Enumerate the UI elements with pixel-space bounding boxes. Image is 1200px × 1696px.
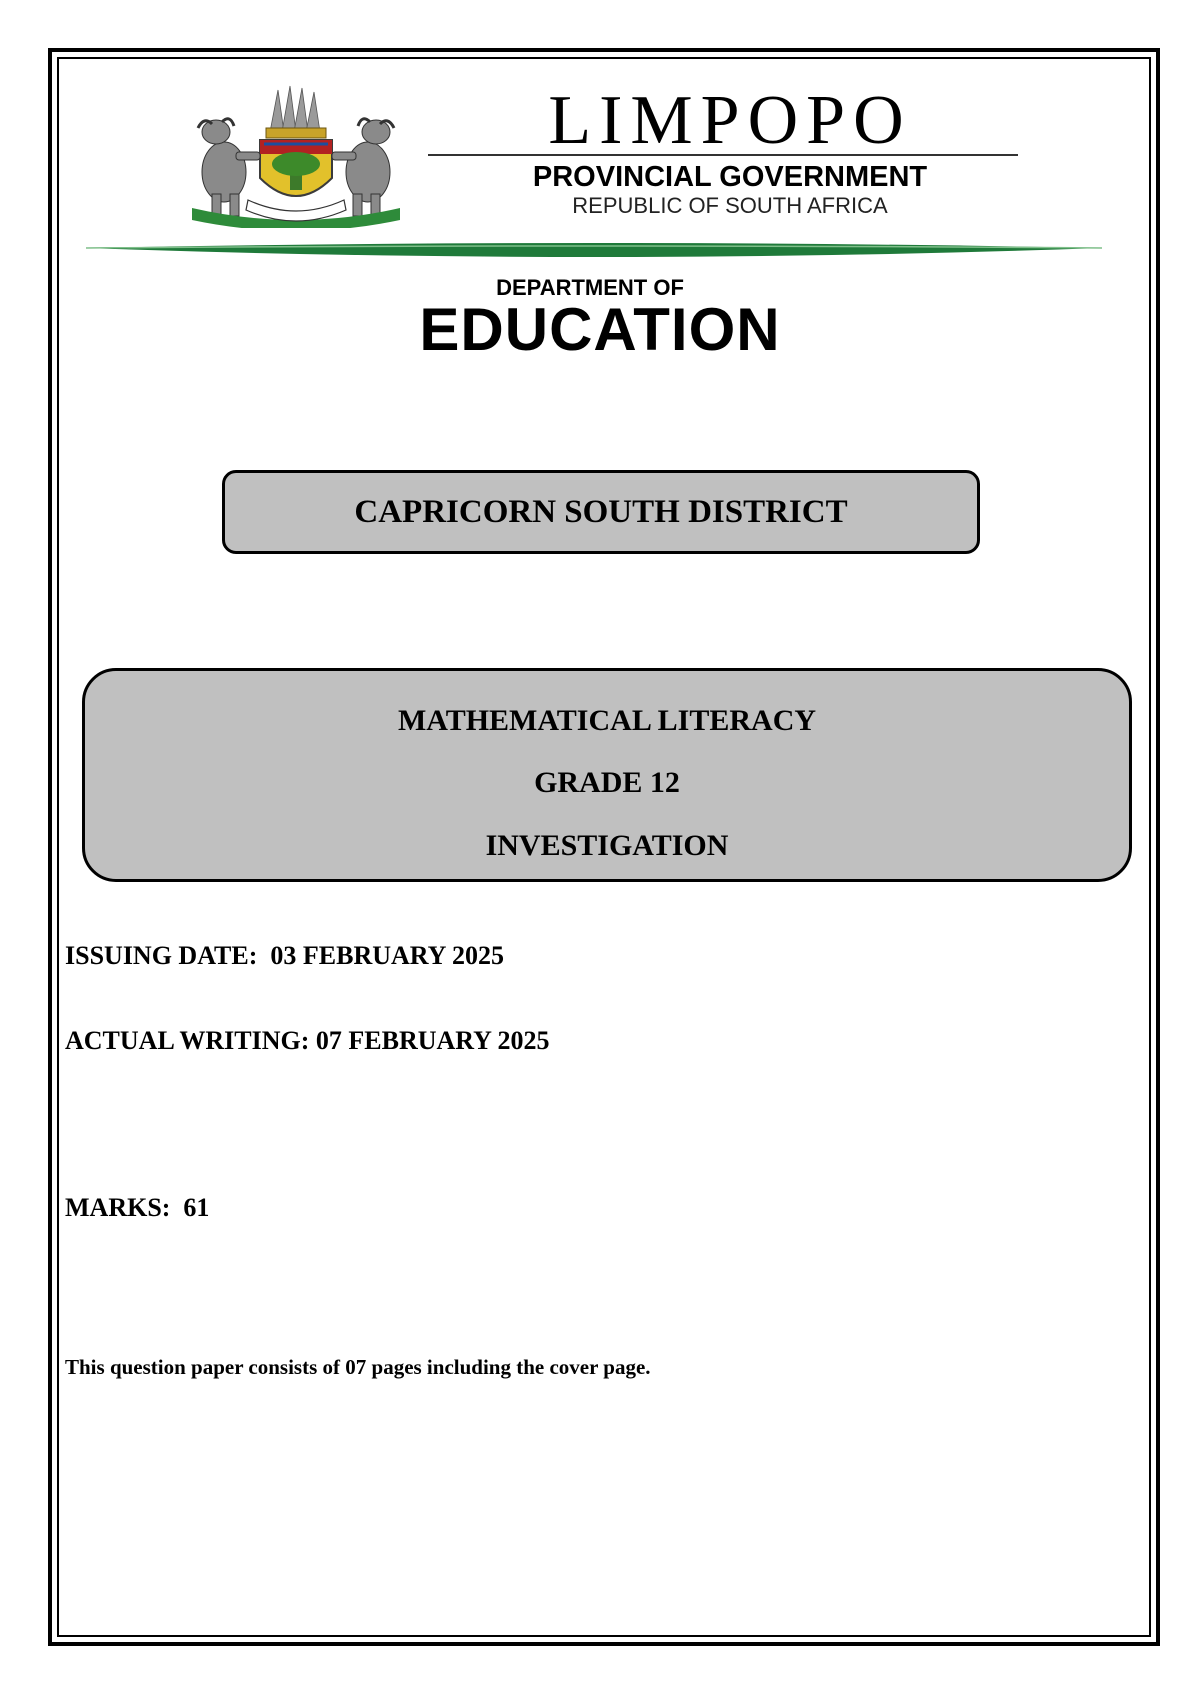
limpopo-coat-of-arms-icon bbox=[178, 82, 414, 228]
district-box bbox=[222, 470, 980, 554]
department-name: EDUCATION bbox=[419, 296, 781, 363]
page-count-note: This question paper consists of 07 pages including the cover page. bbox=[65, 1355, 651, 1379]
issuing-date: ISSUING DATE: 03 FEBRUARY 2025 bbox=[65, 941, 504, 970]
task-label: INVESTIGATION bbox=[485, 829, 729, 862]
grade-label: GRADE 12 bbox=[534, 766, 680, 799]
subject-box bbox=[82, 668, 1132, 882]
province-name: LIMPOPO bbox=[548, 82, 912, 159]
department-of-label: DEPARTMENT OF bbox=[496, 275, 684, 300]
marks-label: MARKS: 61 bbox=[65, 1193, 210, 1222]
subject-title: MATHEMATICAL LITERACY bbox=[397, 704, 817, 737]
republic-label: REPUBLIC OF SOUTH AFRICA bbox=[572, 193, 888, 218]
district-name: CAPRICORN SOUTH DISTRICT bbox=[354, 493, 848, 530]
actual-writing-date: ACTUAL WRITING: 07 FEBRUARY 2025 bbox=[65, 1026, 550, 1055]
provincial-government-label: PROVINCIAL GOVERNMENT bbox=[532, 161, 928, 193]
header-divider bbox=[428, 154, 1018, 156]
green-swoosh-divider bbox=[86, 240, 1102, 262]
